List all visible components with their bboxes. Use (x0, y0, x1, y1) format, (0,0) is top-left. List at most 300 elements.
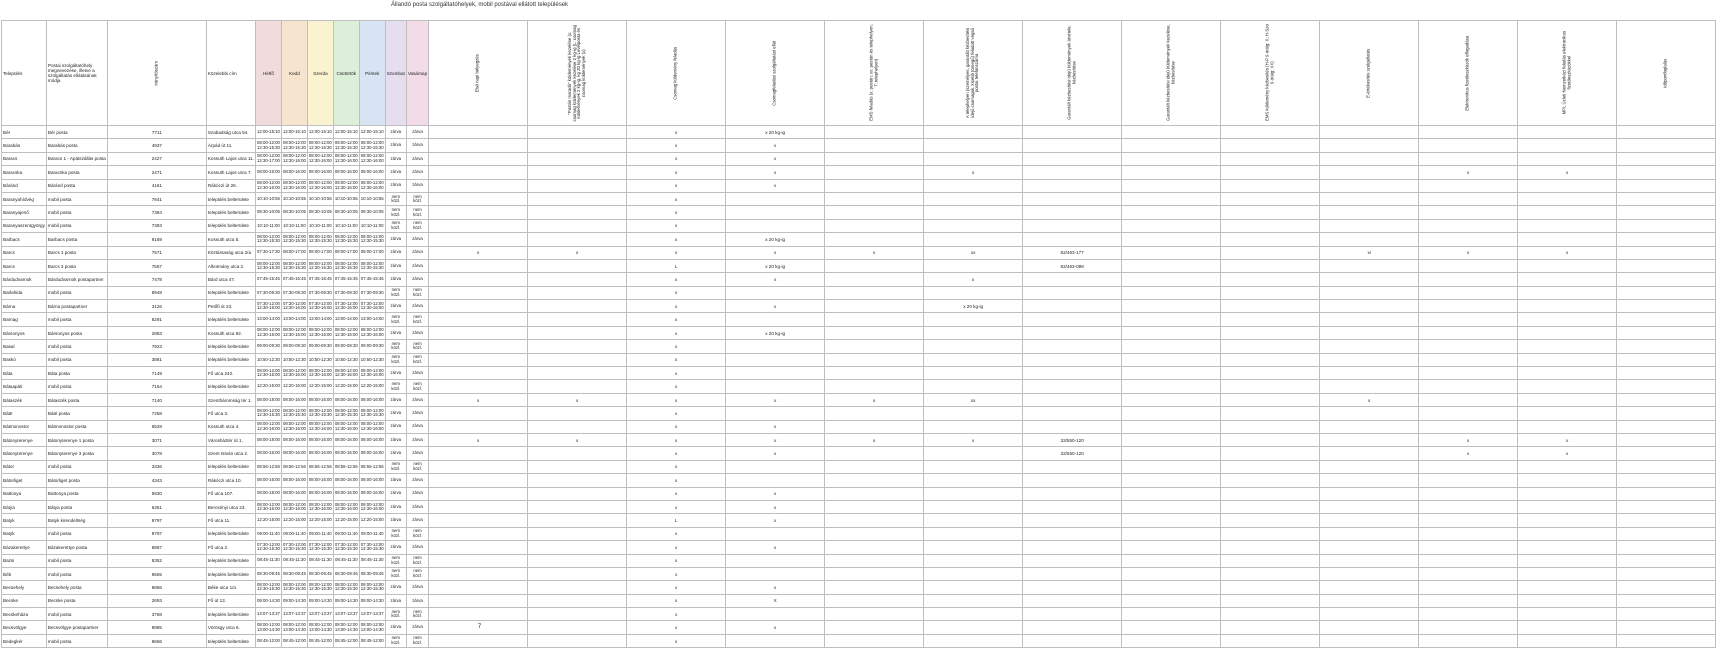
cell-service (1221, 393, 1320, 406)
cell-hours: 08:45-11:30 (359, 554, 385, 567)
cell-service (1617, 433, 1716, 446)
cell-service (1122, 367, 1221, 380)
cell-hours: 08:00-12:00 13:00-14:30 (307, 621, 333, 634)
cell-address: Béke utca 1/a (206, 581, 255, 594)
cell-hours: 08:00-12:00 12:30-15:30 (256, 139, 282, 152)
cell-service: x (726, 246, 825, 259)
cell-hours: zárva (406, 233, 428, 246)
cell-type: mobil posta (46, 634, 107, 647)
cell-hours: 08:00-12:00 12:30-16:00 (307, 326, 333, 339)
cell-hours: 12:20-15:00 (256, 514, 282, 527)
table-row (2, 166, 1716, 179)
cell-service (1617, 206, 1716, 219)
cell-service (1617, 179, 1716, 192)
cell-zip: 3071 (107, 433, 206, 446)
cell-service (1023, 152, 1122, 165)
cell-hours: 10:10-10:55 (359, 192, 385, 205)
cell-service (726, 206, 825, 219)
cell-hours: zárva (385, 273, 406, 286)
cell-service: x (627, 206, 726, 219)
cell-hours: 08:30-10:05 (359, 206, 385, 219)
cell-address: Fő utca 3. (206, 407, 255, 420)
cell-hours: nem közl. (385, 192, 406, 205)
cell-service (528, 500, 627, 513)
cell-service (1122, 152, 1221, 165)
cell-zip: 7711 (107, 126, 206, 139)
cell-service: x (627, 380, 726, 393)
cell-service (528, 420, 627, 433)
cell-service (429, 554, 528, 567)
cell-service (1122, 340, 1221, 353)
cell-hours: zárva (406, 433, 428, 446)
header-v5: EMS feladás (x: postán; xx: postán és telephelyen; T: telephelyen) (825, 21, 924, 126)
cell-service (1617, 300, 1716, 313)
cell-service (1122, 420, 1221, 433)
cell-zip: 7478 (107, 273, 206, 286)
cell-hours: zárva (385, 259, 406, 272)
cell-address: Kossuth Lajos utca 7. (206, 166, 255, 179)
cell-hours: 07:30-12:00 12:30-15:30 (359, 541, 385, 554)
cell-service (429, 300, 528, 313)
cell-service (924, 126, 1023, 139)
cell-zip: 8866 (107, 581, 206, 594)
cell-service (1617, 353, 1716, 366)
cell-settlement: Bedegkér (2, 634, 47, 647)
cell-hours: 09:00-11:40 (307, 527, 333, 540)
cell-service (1221, 554, 1320, 567)
cell-settlement: Barnag (2, 313, 47, 326)
cell-service: x (627, 300, 726, 313)
cell-hours: zárva (406, 420, 428, 433)
cell-address: Köztársaság utca 2/a (206, 246, 255, 259)
cell-service: x (528, 393, 627, 406)
cell-service (1221, 219, 1320, 232)
cell-service (429, 447, 528, 460)
cell-service: x (825, 433, 924, 446)
cell-service (1221, 246, 1320, 259)
cell-address: település belterülete (206, 567, 255, 580)
cell-address: település belterülete (206, 192, 255, 205)
cell-service (1122, 300, 1221, 313)
cell-service (1617, 233, 1716, 246)
cell-service (825, 313, 924, 326)
cell-address: Alkotmány utca 2. (206, 259, 255, 272)
cell-service (924, 367, 1023, 380)
cell-type: mobil posta (46, 219, 107, 232)
cell-zip: 2427 (107, 152, 206, 165)
cell-hours: 07:30-12:00 12:30-15:30 (307, 541, 333, 554)
cell-hours: zárva (406, 541, 428, 554)
cell-hours: zárva (406, 621, 428, 634)
cell-hours: 10:10-11:00 (281, 219, 307, 232)
cell-service (528, 166, 627, 179)
cell-service (1122, 313, 1221, 326)
cell-type: Baracska posta (46, 166, 107, 179)
cell-type: Bátmonostor posta (46, 420, 107, 433)
cell-service (1320, 273, 1419, 286)
cell-hours: 07:30-09:30 (359, 286, 385, 299)
cell-service (429, 407, 528, 420)
table-row (2, 433, 1716, 446)
cell-service (924, 634, 1023, 647)
cell-hours: zárva (385, 179, 406, 192)
cell-service: x 20 kg-ig (726, 326, 825, 339)
cell-service (1221, 300, 1320, 313)
cell-service (825, 567, 924, 580)
cell-service (1221, 514, 1320, 527)
cell-type: Becsvölgye postapartner (46, 621, 107, 634)
table-row (2, 527, 1716, 540)
cell-hours: 08:00-12:00 12:30-16:00 (359, 326, 385, 339)
cell-address: Kossuth utca 92. (206, 326, 255, 339)
cell-hours: 09:00-14:30 (359, 594, 385, 607)
cell-service (1617, 246, 1716, 259)
cell-service (1617, 367, 1716, 380)
cell-hours: 08:00-16:00 (256, 474, 282, 487)
cell-service (429, 367, 528, 380)
cell-hours: zárva (406, 514, 428, 527)
cell-type: mobil posta (46, 206, 107, 219)
cell-hours: 10:50-12:30 (307, 353, 333, 366)
cell-service (1518, 367, 1617, 380)
table-row (2, 300, 1716, 313)
cell-settlement: Bátaapáti (2, 380, 47, 393)
cell-service (1617, 259, 1716, 272)
cell-service (726, 567, 825, 580)
cell-settlement: Batyk (2, 514, 47, 527)
cell-hours: 09:00-11:40 (333, 527, 359, 540)
cell-service (1122, 594, 1221, 607)
table-row (2, 487, 1716, 500)
cell-settlement: Basal (2, 340, 47, 353)
cell-service (825, 166, 924, 179)
cell-hours: 08:00-12:00 12:30-15:30 (359, 259, 385, 272)
cell-service (1023, 206, 1122, 219)
cell-hours: nem közl. (406, 219, 428, 232)
cell-hours: zárva (406, 474, 428, 487)
cell-service (1320, 340, 1419, 353)
cell-type: Báta posta (46, 367, 107, 380)
cell-service (1122, 634, 1221, 647)
cell-hours: 10:10-10:55 (333, 192, 359, 205)
cell-service (1122, 541, 1221, 554)
cell-service (1023, 527, 1122, 540)
table-row (2, 594, 1716, 607)
cell-hours: 08:00-12:00 12:30-16:00 (359, 152, 385, 165)
cell-settlement: Bársonyos (2, 326, 47, 339)
header-v12: MPL Üzleti Nemzetközi feladás elektronikus fizetőeszközökkel (1518, 21, 1617, 126)
header-settlement: Település (2, 21, 47, 126)
cell-service (726, 286, 825, 299)
cell-service (1320, 594, 1419, 607)
cell-service: 32/550-120 (1023, 447, 1122, 460)
cell-address: Fő út 13. (206, 594, 255, 607)
cell-zip: 8797 (107, 527, 206, 540)
cell-hours: 08:00-16:00 (333, 166, 359, 179)
cell-hours: 08:00-16:00 (281, 166, 307, 179)
cell-service: x (924, 166, 1023, 179)
cell-hours: 08:00-17:00 (281, 246, 307, 259)
table-row (2, 393, 1716, 406)
cell-service: x (1518, 166, 1617, 179)
cell-hours: 08:00-16:00 (256, 447, 282, 460)
cell-zip: 7571 (107, 246, 206, 259)
cell-type: Barcs 1 posta (46, 246, 107, 259)
cell-service: x (627, 527, 726, 540)
cell-type: mobil posta (46, 460, 107, 473)
cell-hours: 08:45-12:00 (256, 634, 282, 647)
cell-settlement: Bátonyterenye (2, 433, 47, 446)
cell-hours: 12:20-15:00 (359, 380, 385, 393)
cell-hours: 07:30-12:00 12:30-16:00 (281, 300, 307, 313)
cell-service (1518, 273, 1617, 286)
cell-hours: 09:00-11:40 (281, 527, 307, 540)
cell-hours: 08:30-09:45 (333, 567, 359, 580)
cell-address: település belterülete (206, 219, 255, 232)
cell-service (429, 353, 528, 366)
cell-hours: zárva (406, 407, 428, 420)
cell-address: település belterülete (206, 353, 255, 366)
cell-hours: 09:00-09:30 (281, 340, 307, 353)
cell-service (1419, 259, 1518, 272)
cell-service: x (627, 420, 726, 433)
cell-service (1320, 514, 1419, 527)
cell-hours: 08:00-16:00 (359, 433, 385, 446)
table-row (2, 126, 1716, 139)
cell-service (528, 487, 627, 500)
cell-service: x 20 kg-ig (924, 300, 1023, 313)
cell-hours: 08:00-12:00 12:30-15:30 (281, 259, 307, 272)
cell-hours: zárva (406, 581, 428, 594)
cell-hours: 13:07-13:37 (307, 608, 333, 621)
cell-service (1518, 634, 1617, 647)
cell-hours: 08:00-16:00 (359, 487, 385, 500)
cell-service (1023, 460, 1122, 473)
cell-settlement: Béb (2, 567, 47, 580)
cell-service (1419, 152, 1518, 165)
cell-hours: 12:20-15:00 (307, 380, 333, 393)
cell-service (1518, 233, 1617, 246)
cell-service (825, 126, 924, 139)
cell-service: x (627, 500, 726, 513)
cell-service (429, 259, 528, 272)
table-row (2, 233, 1716, 246)
cell-service (825, 487, 924, 500)
cell-service: L (627, 514, 726, 527)
cell-service (528, 634, 627, 647)
cell-hours: 10:10-10:55 (281, 192, 307, 205)
cell-service (429, 487, 528, 500)
cell-hours: zárva (406, 273, 428, 286)
cell-service (1320, 179, 1419, 192)
cell-hours: 08:30-10:05 (307, 206, 333, 219)
table-row (2, 179, 1716, 192)
cell-service (726, 634, 825, 647)
cell-service (1221, 380, 1320, 393)
cell-zip: 3768 (107, 608, 206, 621)
cell-service (1320, 460, 1419, 473)
cell-zip: 7140 (107, 393, 206, 406)
cell-service: x (627, 474, 726, 487)
cell-service (924, 500, 1023, 513)
cell-service: x (726, 152, 825, 165)
cell-service (1518, 514, 1617, 527)
cell-hours: 08:00-12:00 12:30-16:00 (307, 367, 333, 380)
cell-service (924, 581, 1023, 594)
cell-service (1023, 300, 1122, 313)
post-office-table (1, 20, 1716, 648)
cell-service (825, 139, 924, 152)
cell-service (924, 541, 1023, 554)
cell-service: x (627, 581, 726, 594)
cell-hours: 12:20-15:00 (256, 380, 282, 393)
cell-service (1419, 233, 1518, 246)
cell-service (825, 259, 924, 272)
cell-service (1122, 407, 1221, 420)
cell-service (825, 192, 924, 205)
cell-service (528, 179, 627, 192)
cell-zip: 8291 (107, 313, 206, 326)
cell-hours: zárva (406, 326, 428, 339)
cell-service (1419, 541, 1518, 554)
table-row (2, 353, 1716, 366)
cell-hours: zárva (385, 447, 406, 460)
cell-hours: 08:00-16:00 (333, 447, 359, 460)
table-row (2, 460, 1716, 473)
header-monday: Hétfő (256, 21, 282, 126)
cell-settlement: Baranyajenő (2, 206, 47, 219)
cell-service (924, 608, 1023, 621)
cell-service (1122, 126, 1221, 139)
cell-service: x (429, 246, 528, 259)
cell-service (1320, 286, 1419, 299)
cell-address: település belterülete (206, 634, 255, 647)
table-row (2, 514, 1716, 527)
cell-service (924, 460, 1023, 473)
cell-service (1221, 139, 1320, 152)
cell-hours: 07:45-15:45 (359, 273, 385, 286)
cell-hours: zárva (385, 233, 406, 246)
cell-hours: zárva (406, 139, 428, 152)
cell-service (1617, 286, 1716, 299)
cell-service (429, 500, 528, 513)
cell-service: x (726, 541, 825, 554)
cell-type: mobil posta (46, 380, 107, 393)
cell-hours: 12:20-15:00 (359, 514, 385, 527)
cell-zip: 7557 (107, 259, 206, 272)
cell-service (1419, 567, 1518, 580)
cell-hours: 08:00-16:00 (333, 433, 359, 446)
cell-hours: nem közl. (385, 380, 406, 393)
cell-service (1320, 500, 1419, 513)
cell-service (924, 139, 1023, 152)
cell-hours: zárva (385, 166, 406, 179)
cell-service (726, 353, 825, 366)
cell-hours: 07:30-12:00 12:30-15:30 (333, 541, 359, 554)
cell-service: x (627, 192, 726, 205)
cell-service (1023, 634, 1122, 647)
cell-service: x (627, 487, 726, 500)
cell-service (1122, 474, 1221, 487)
cell-hours: 08:00-12:00 12:30-15:30 (281, 581, 307, 594)
cell-service (1518, 259, 1617, 272)
cell-settlement: Bátonyterenye (2, 447, 47, 460)
header-v3: Csomag küldemény feladás (627, 21, 726, 126)
cell-service (924, 554, 1023, 567)
cell-service (924, 340, 1023, 353)
cell-hours: nem közl. (385, 634, 406, 647)
cell-hours: 13:00-14:00 (359, 313, 385, 326)
cell-hours: 08:00-12:00 13:00-14:30 (333, 621, 359, 634)
cell-service (1617, 474, 1716, 487)
cell-service (1023, 541, 1122, 554)
cell-service (825, 300, 924, 313)
cell-service (1122, 608, 1221, 621)
cell-service (1320, 152, 1419, 165)
cell-service: x (825, 393, 924, 406)
cell-settlement: Becsehely (2, 581, 47, 594)
cell-service: x (726, 621, 825, 634)
cell-settlement: Baranyaszentgyörgy (2, 219, 47, 232)
cell-hours: zárva (385, 420, 406, 433)
cell-service: x (1518, 246, 1617, 259)
cell-service (1122, 273, 1221, 286)
cell-service (1518, 179, 1617, 192)
cell-service: x (726, 581, 825, 594)
cell-service (429, 460, 528, 473)
cell-service (1320, 139, 1419, 152)
cell-hours: nem közl. (406, 340, 428, 353)
cell-zip: 8352 (107, 554, 206, 567)
cell-service (1023, 139, 1122, 152)
cell-service (429, 567, 528, 580)
cell-service (825, 326, 924, 339)
cell-service (825, 594, 924, 607)
cell-service (1122, 246, 1221, 259)
cell-hours: 08:00-16:00 (307, 433, 333, 446)
table-row (2, 273, 1716, 286)
cell-service (1122, 460, 1221, 473)
cell-service (1023, 192, 1122, 205)
cell-service (1023, 393, 1122, 406)
cell-service: x (627, 326, 726, 339)
cell-service (726, 340, 825, 353)
cell-service (1419, 487, 1518, 500)
header-wednesday: Szerda (307, 21, 333, 126)
cell-address: Fő utca 107. (206, 487, 255, 500)
cell-service (825, 273, 924, 286)
cell-service (1320, 634, 1419, 647)
cell-service (528, 353, 627, 366)
header-saturday: Szombat (385, 21, 406, 126)
cell-service (1221, 179, 1320, 192)
cell-hours: 09:00-11:40 (256, 527, 282, 540)
header-sunday: Vasárnap (406, 21, 428, 126)
cell-service (528, 273, 627, 286)
cell-service (1320, 487, 1419, 500)
page-title: Állandó posta szolgáltatóhelyek, mobil postával ellátott települések (390, 2, 569, 8)
cell-hours: 08:00-12:00 13:00-14:30 (359, 621, 385, 634)
cell-hours: 08:00-16:00 (281, 487, 307, 500)
table-row (2, 367, 1716, 380)
cell-hours: 10:50-12:30 (256, 353, 282, 366)
cell-service (528, 313, 627, 326)
cell-hours: nem közl. (385, 527, 406, 540)
cell-service (1221, 233, 1320, 246)
cell-service (1419, 460, 1518, 473)
cell-service (924, 407, 1023, 420)
cell-service (1617, 326, 1716, 339)
